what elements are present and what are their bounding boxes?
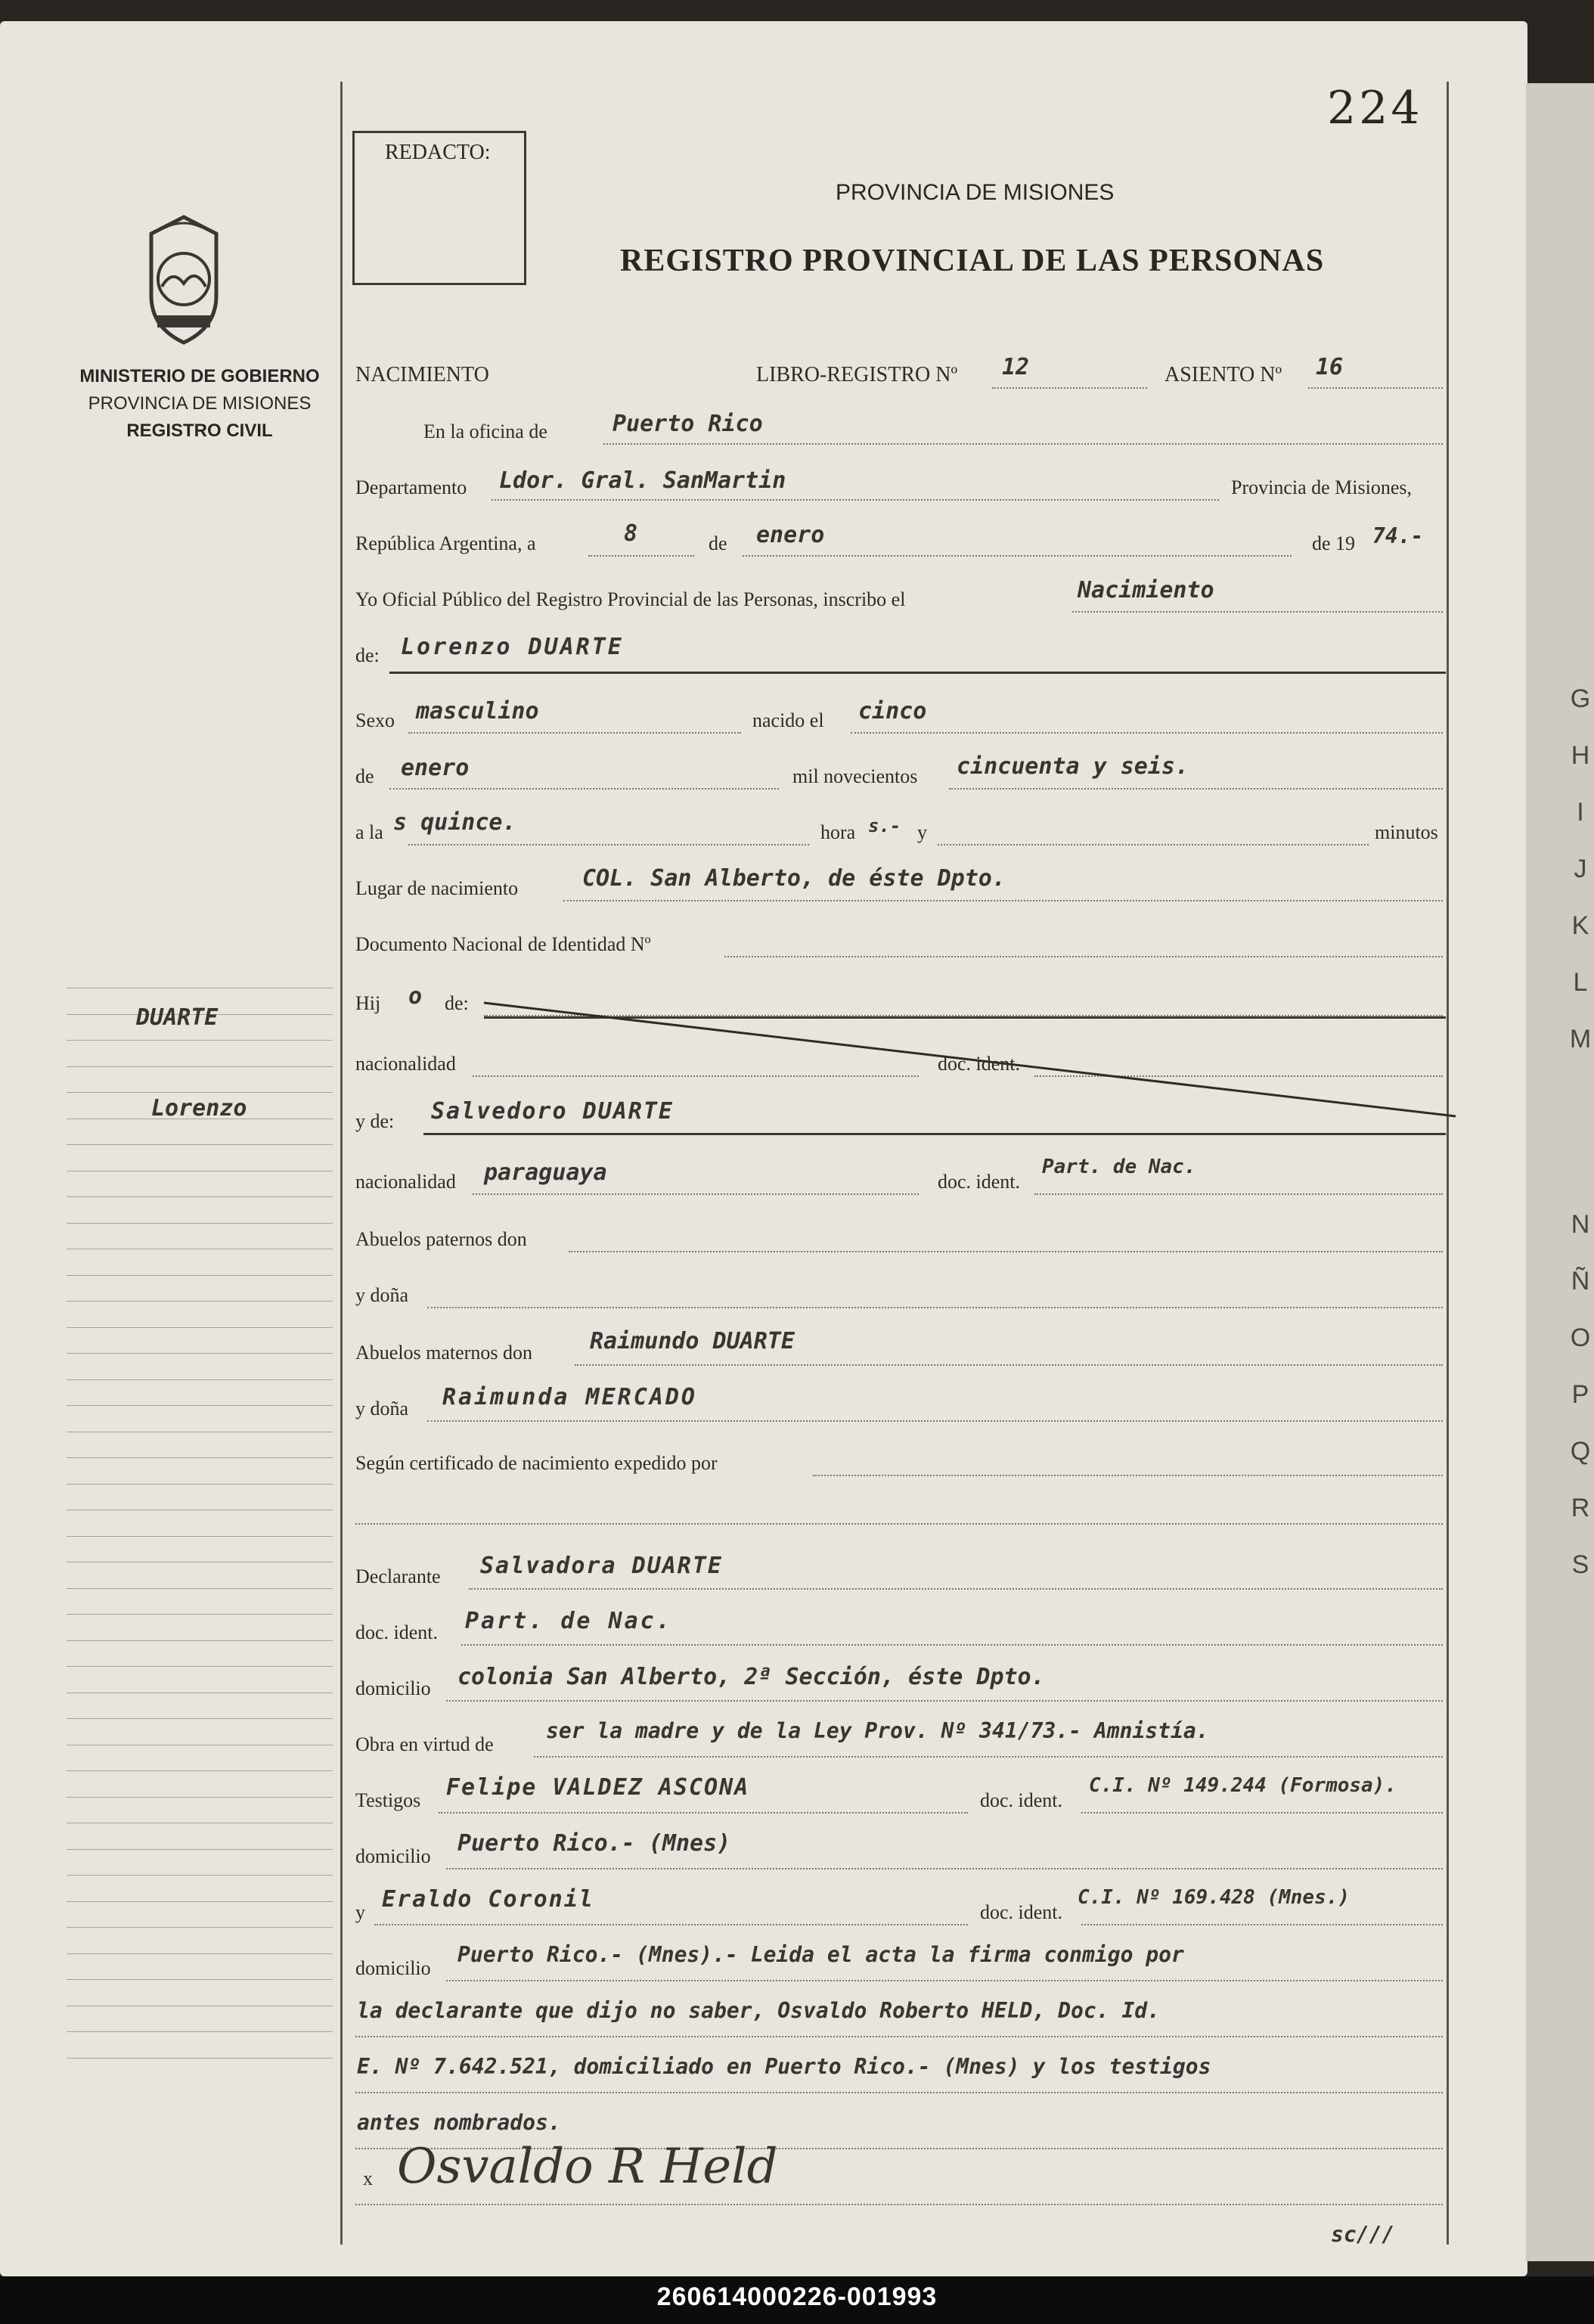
margin-rule [67, 1901, 333, 1902]
margin-rule [67, 1457, 333, 1458]
hijo-de-label: de: [445, 992, 469, 1014]
test2-doc-line [1081, 1924, 1443, 1925]
oficina-label: En la oficina de [423, 420, 547, 442]
departamento-value: Ldor. Gral. SanMartin [499, 467, 786, 494]
nacido-label: nacido el [752, 709, 824, 731]
decl-doc-value: Part. de Nac. [465, 1608, 672, 1634]
hijo-label: Hij [355, 992, 381, 1014]
registry-title: REGISTRO PROVINCIAL DE LAS PERSONAS [620, 244, 1325, 278]
index-tab[interactable]: S [1571, 1550, 1589, 1579]
name-value: Lorenzo DUARTE [401, 634, 624, 660]
margin-rule [67, 1614, 333, 1615]
y-dona2-value: Raimunda MERCADO [442, 1384, 697, 1410]
departamento-label: Departamento [355, 476, 467, 498]
document-page [0, 21, 1527, 2276]
index-tab[interactable]: K [1571, 911, 1589, 940]
signature-line [355, 2204, 1443, 2205]
mil-label: mil novecientos [792, 765, 918, 787]
mil-value: cincuenta y seis. [957, 753, 1189, 780]
docident2-value: Part. de Nac. [1042, 1156, 1196, 1178]
libro-label: LIBRO-REGISTRO Nº [756, 363, 958, 386]
sexo-value: masculino [416, 698, 539, 725]
testigos-value: Felipe VALDEZ ASCONA [446, 1774, 750, 1801]
test2-doc-value: C.I. Nº 169.428 (Mnes.) [1078, 1886, 1351, 1909]
test-doc-value: C.I. Nº 149.244 (Formosa). [1089, 1774, 1397, 1797]
domicilio3-label: domicilio [355, 1957, 431, 1979]
oficina-value: Puerto Rico [612, 411, 763, 437]
nacionalidad1-label: nacionalidad [355, 1053, 456, 1075]
index-strip [1526, 83, 1594, 2261]
de2-label: de [355, 765, 374, 787]
provincia-label: Provincia de Misiones, [1231, 476, 1413, 498]
minutos-label: minutos [1375, 821, 1438, 843]
index-tab[interactable]: L [1573, 968, 1588, 997]
margin-rule [67, 2031, 333, 2032]
sexo-label: Sexo [355, 709, 395, 731]
signature: Osvaldo R Held [397, 2139, 778, 2195]
margin-rule [67, 1536, 333, 1537]
domicilio2-label: domicilio [355, 1845, 431, 1867]
abuelos-mat-label: Abuelos maternos don [355, 1342, 532, 1364]
decl-doc-label: doc. ident. [355, 1621, 439, 1643]
year-value: 74.- [1372, 523, 1424, 548]
test2-doc-label: doc. ident. [980, 1901, 1063, 1923]
continuation-line-1 [355, 2036, 1443, 2037]
abuelos-pat-line [569, 1251, 1443, 1252]
margin-rule [67, 1484, 333, 1485]
barcode-text: 260614000226-001993 [656, 2282, 938, 2311]
signature-prefix: x [363, 2167, 373, 2189]
decl-doc-line [461, 1644, 1443, 1646]
margin-rule [67, 1875, 333, 1876]
continuation-2: E. Nº 7.642.521, domiciliado en Puerto Rico.- (Mnes) y los testigos [357, 2054, 1211, 2079]
test-doc-line [1081, 1812, 1443, 1814]
redacto-label: REDACTO: [385, 141, 491, 164]
segun-label: Según certificado de nacimiento expedido por [355, 1452, 718, 1474]
nacionalidad2-value: paraguaya [484, 1159, 607, 1186]
y-dona2-line [427, 1420, 1443, 1422]
alas-label: a la [355, 821, 383, 843]
domicilio1-line [446, 1700, 1443, 1702]
margin-rule [67, 1927, 333, 1928]
margin-rule [67, 1953, 333, 1954]
y-label: y [917, 821, 927, 843]
index-tab[interactable]: O [1570, 1323, 1591, 1352]
ministry-line-1: MINISTERIO DE GOBIERNO [79, 366, 320, 386]
declarante-label: Declarante [355, 1565, 441, 1587]
y-de-label: y de: [355, 1110, 395, 1132]
margin-rule [67, 1405, 333, 1406]
page-number: 224 [1327, 82, 1423, 135]
hora-label: hora [820, 821, 856, 843]
margin-rule [67, 1223, 333, 1224]
abuelos-mat-line [575, 1364, 1443, 1366]
lugar-label: Lugar de nacimiento [355, 877, 519, 899]
nacionalidad2-line [473, 1193, 919, 1195]
margin-rule [67, 1770, 333, 1771]
y-dona1-label: y doña [355, 1284, 409, 1306]
margin-rule [67, 1353, 333, 1354]
nacido-value: cinco [858, 698, 927, 725]
parent-line [423, 1133, 1446, 1135]
index-tab[interactable]: H [1571, 741, 1590, 770]
hora-value: s.- [868, 815, 901, 836]
abuelos-pat-label: Abuelos paternos don [355, 1228, 527, 1250]
domicilio3-value: Puerto Rico.- (Mnes).- Leida el acta la firma conmigo por [457, 1942, 1184, 1967]
domicilio3-line [446, 1980, 1443, 1981]
margin-rule [67, 1640, 333, 1641]
asiento-label: ASIENTO Nº [1164, 363, 1282, 386]
day-value: 8 [624, 520, 638, 547]
docident2-line [1034, 1193, 1443, 1195]
domicilio1-value: colonia San Alberto, 2ª Sección, éste Dpto. [457, 1664, 1045, 1690]
parent-value: Salvedoro DUARTE [431, 1098, 674, 1125]
declarante-value: Salvadora DUARTE [480, 1553, 723, 1579]
yo-oficial-label: Yo Oficial Público del Registro Provincial de las Personas, inscribo el [355, 588, 906, 610]
index-tab[interactable]: Ñ [1571, 1267, 1590, 1295]
hijo-value: o [408, 983, 423, 1010]
alas-value: s quince. [393, 809, 516, 836]
test-doc-label: doc. ident. [980, 1789, 1063, 1811]
declarante-line [469, 1588, 1443, 1590]
yo-oficial-value: Nacimiento [1078, 577, 1214, 603]
index-tab[interactable]: R [1571, 1494, 1590, 1522]
segun-line [813, 1475, 1443, 1476]
index-tab[interactable]: P [1571, 1380, 1589, 1409]
margin-rule [67, 1718, 333, 1719]
margin-rule [67, 1588, 333, 1589]
margin-rule [67, 1196, 333, 1197]
continuation-3: antes nombrados. [357, 2110, 561, 2135]
y2-label: y [355, 1901, 365, 1923]
margin-rule [67, 1849, 333, 1850]
margin-rule [67, 1979, 333, 1980]
domicilio2-line [446, 1868, 1443, 1869]
index-tab[interactable]: M [1569, 1025, 1592, 1053]
month-value: enero [756, 522, 825, 548]
testigos-line [439, 1812, 968, 1814]
year-label: de 19 [1312, 532, 1356, 554]
margin-rule [67, 2058, 333, 2059]
documento-label: Documento Nacional de Identidad Nº [355, 933, 651, 955]
libro-value: 12 [1002, 354, 1030, 380]
initials: sc/// [1331, 2222, 1395, 2247]
margin-rule [67, 1379, 333, 1380]
nacionalidad2-label: nacionalidad [355, 1171, 456, 1193]
margin-rule [67, 1327, 333, 1328]
lugar-value: COL. San Alberto, de éste Dpto. [582, 865, 1006, 892]
obra-label: Obra en virtud de [355, 1733, 494, 1755]
margin-surname: DUARTE [136, 1004, 219, 1031]
testigos-label: Testigos [355, 1789, 421, 1811]
cancellation-stroke [0, 21, 1527, 1156]
abuelos-mat-value: Raimundo DUARTE [590, 1328, 795, 1354]
domicilio2-value: Puerto Rico.- (Mnes) [457, 1830, 731, 1857]
margin-rule [67, 1301, 333, 1302]
docident2-label: doc. ident. [938, 1171, 1021, 1193]
continuation-line-2 [355, 2092, 1443, 2093]
province-heading: PROVINCIA DE MISIONES [836, 180, 1115, 205]
ministry-line-2: PROVINCIA DE MISIONES [88, 393, 312, 414]
blank-line [355, 1523, 1443, 1525]
asiento-value: 16 [1316, 354, 1344, 380]
index-tab[interactable]: I [1577, 798, 1584, 827]
margin-rule [67, 1666, 333, 1667]
testigo2-line [374, 1924, 968, 1925]
de-name-label: de: [355, 644, 380, 666]
index-tab[interactable]: Q [1570, 1437, 1591, 1466]
margin-given-name: Lorenzo [151, 1095, 247, 1122]
obra-value: ser la madre y de la Ley Prov. Nº 341/73.- Amnistía. [546, 1718, 1209, 1743]
margin-rule [67, 1275, 333, 1276]
nacimiento-label: NACIMIENTO [355, 363, 489, 386]
birth-month-value: enero [401, 755, 470, 781]
index-tab[interactable]: J [1574, 855, 1587, 883]
index-tab[interactable]: N [1571, 1210, 1590, 1239]
ministry-line-3: REGISTRO CIVIL [126, 420, 273, 441]
domicilio1-label: domicilio [355, 1677, 431, 1699]
y-dona1-line [427, 1307, 1443, 1308]
republica-label: República Argentina, a [355, 532, 536, 554]
continuation-1: la declarante que dijo no saber, Osvaldo Roberto HELD, Doc. Id. [357, 1998, 1161, 2023]
testigo2-value: Eraldo Coronil [382, 1886, 594, 1913]
obra-line [534, 1756, 1443, 1758]
de-label: de [709, 532, 727, 554]
y-dona2-label: y doña [355, 1398, 409, 1420]
docident1-label: doc. ident. [938, 1053, 1021, 1075]
margin-rule [67, 1797, 333, 1798]
index-tab[interactable]: G [1570, 684, 1591, 713]
